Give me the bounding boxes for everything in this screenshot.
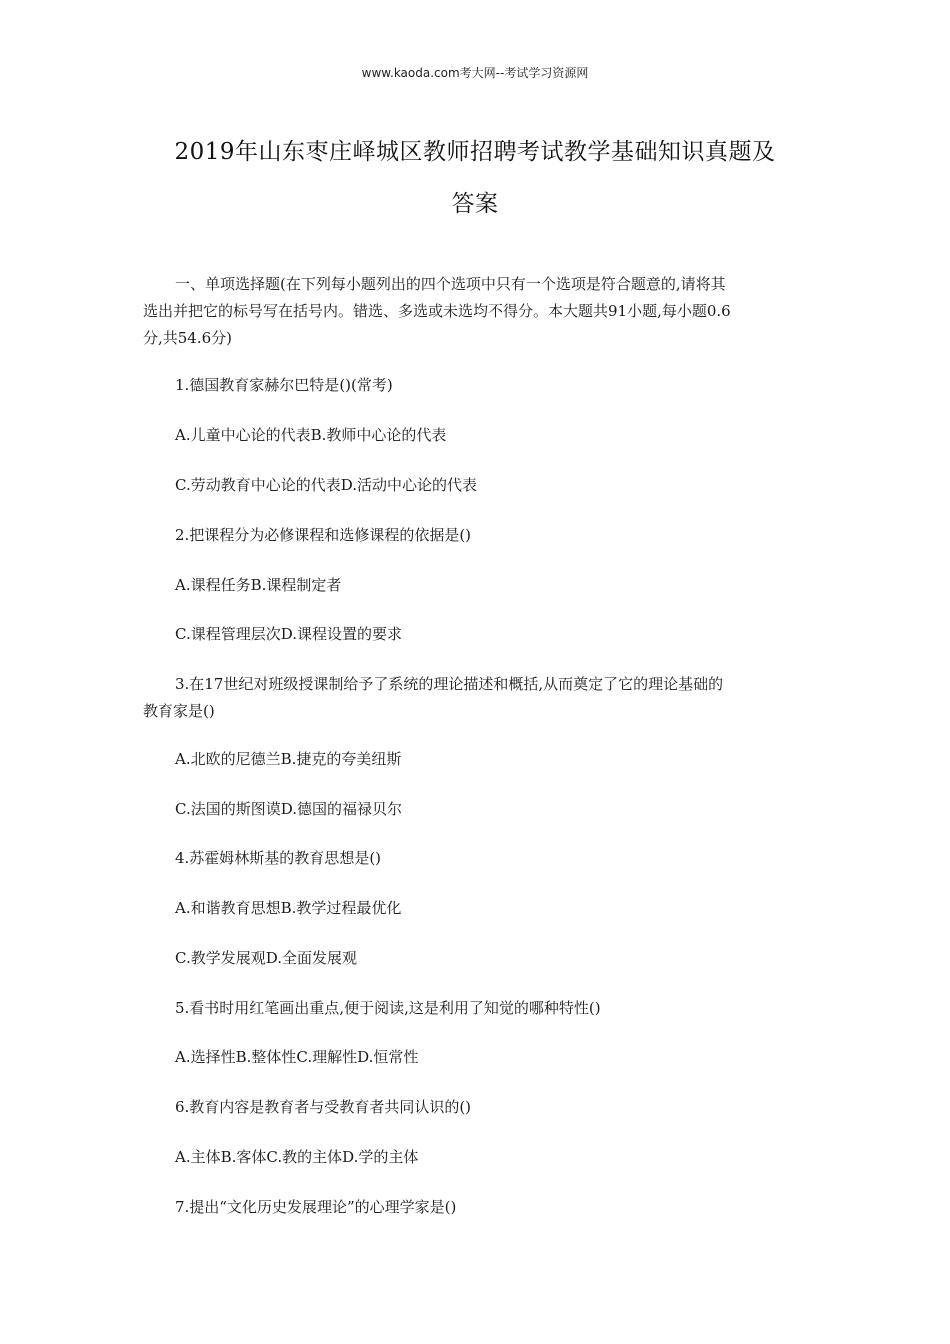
question-5: 5.看书时用红笔画出重点,便于阅读,这是利用了知觉的哪种特性() xyxy=(175,999,601,1017)
header-site-suffix: 考大网--考试学习资源网 xyxy=(459,66,589,80)
header-site: www.kaoda.com xyxy=(361,66,460,80)
question-4: 4.苏霍姆林斯基的教育思想是() xyxy=(175,849,382,867)
section-intro-line-1: 一、单项选择题(在下列每小题列出的四个选项中只有一个选项是符合题意的,请将其 xyxy=(175,275,726,293)
question-5-options: A.选择性B.整体性C.理解性D.恒常性 xyxy=(175,1048,419,1066)
question-3-options-b: C.法国的斯图谟D.德国的福禄贝尔 xyxy=(175,800,402,818)
question-3: 3.在17世纪对班级授课制给予了系统的理论描述和概括,从而奠定了它的理论基础的 xyxy=(175,675,724,693)
question-3-continued: 教育家是() xyxy=(143,702,215,720)
question-2: 2.把课程分为必修课程和选修课程的依据是() xyxy=(175,526,472,544)
question-2-options-a: A.课程任务B.课程制定者 xyxy=(175,576,342,594)
question-1-options-a: A.儿童中心论的代表B.教师中心论的代表 xyxy=(175,426,447,444)
question-2-options-b: C.课程管理层次D.课程设置的要求 xyxy=(175,625,402,643)
document-title-line-1: 2019年山东枣庄峄城区教师招聘考试教学基础知识真题及 xyxy=(174,139,776,165)
page-header xyxy=(0,64,950,81)
question-1-options-b: C.劳动教育中心论的代表D.活动中心论的代表 xyxy=(175,476,477,494)
question-4-options-a: A.和谐教育思想B.教学过程最优化 xyxy=(175,899,402,917)
question-6: 6.教育内容是教育者与受教育者共同认识的() xyxy=(175,1098,472,1116)
question-7: 7.提出“文化历史发展理论”的心理学家是() xyxy=(175,1198,457,1216)
question-6-options: A.主体B.客体C.教的主体D.学的主体 xyxy=(175,1148,419,1166)
question-4-options-b: C.教学发展观D.全面发展观 xyxy=(175,949,357,967)
document-title-line-2: 答案 xyxy=(451,191,499,217)
question-3-options-a: A.北欧的尼德兰B.捷克的夸美纽斯 xyxy=(175,750,402,768)
section-intro-line-3: 分,共54.6分) xyxy=(143,329,233,347)
question-1: 1.德国教育家赫尔巴特是()(常考) xyxy=(175,376,393,394)
section-intro-line-2: 选出并把它的标号写在括号内。错选、多选或未选均不得分。本大题共91小题,每小题0.6 xyxy=(143,302,731,320)
